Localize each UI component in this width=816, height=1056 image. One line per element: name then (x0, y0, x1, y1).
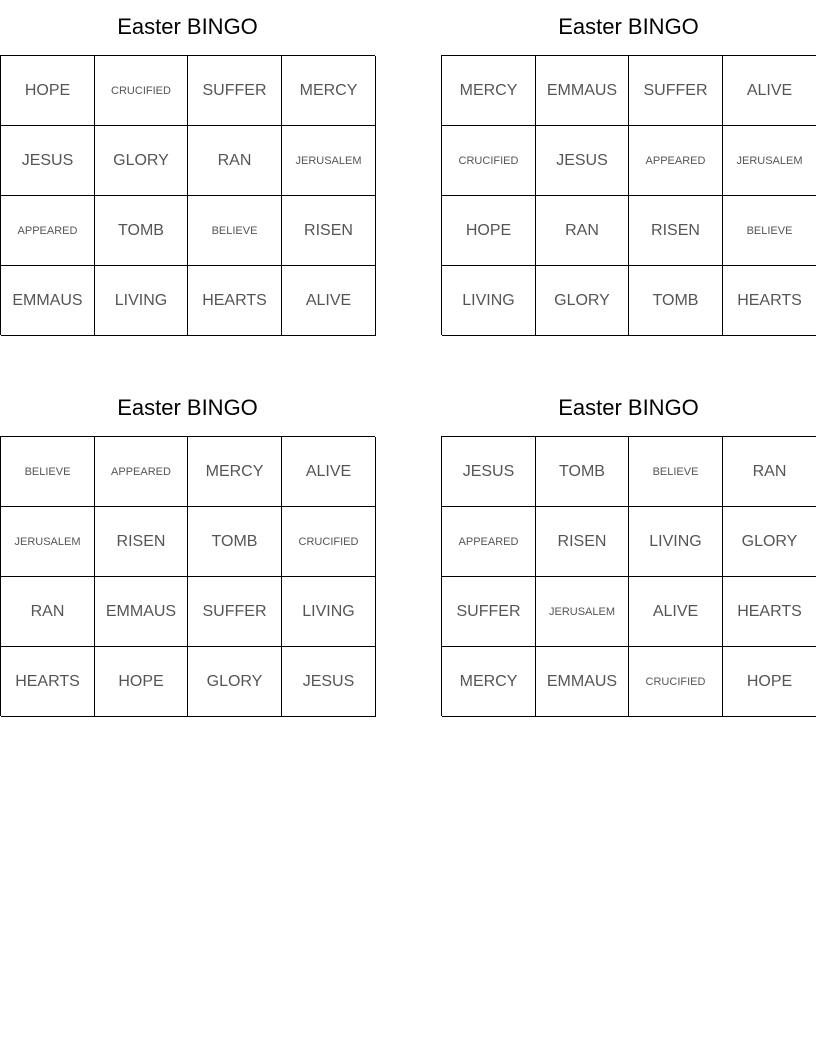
bingo-cell: EMMAUS (1, 266, 95, 336)
bingo-cell: GLORY (723, 507, 816, 577)
card-title: Easter BINGO (558, 395, 699, 420)
bingo-cell: BELIEVE (1, 437, 95, 507)
bingo-cell: MERCY (282, 56, 376, 126)
bingo-cell: TOMB (95, 196, 188, 266)
bingo-card-3 (0, 381, 375, 716)
bingo-cell: BELIEVE (723, 196, 816, 266)
bingo-cell: TOMB (629, 266, 723, 336)
bingo-cell: TOMB (536, 437, 629, 507)
bingo-cell: JESUS (442, 437, 536, 507)
bingo-cell: HEARTS (1, 647, 95, 717)
bingo-cell: JESUS (1, 126, 95, 196)
bingo-card-1 (0, 0, 375, 335)
bingo-cell: SUFFER (442, 577, 536, 647)
bingo-cell: RISEN (95, 507, 188, 577)
bingo-cell: JERUSALEM (536, 577, 629, 647)
bingo-cell: HOPE (723, 647, 816, 717)
bingo-card-2 (441, 0, 816, 335)
bingo-cell: ALIVE (723, 56, 816, 126)
bingo-cell: HEARTS (723, 577, 816, 647)
bingo-cell: CRUCIFIED (629, 647, 723, 717)
bingo-cell: LIVING (629, 507, 723, 577)
bingo-cell: SUFFER (629, 56, 723, 126)
bingo-cell: JESUS (282, 647, 376, 717)
bingo-cell: JESUS (536, 126, 629, 196)
bingo-cell: JERUSALEM (723, 126, 816, 196)
bingo-cell: APPEARED (629, 126, 723, 196)
bingo-cell: MERCY (442, 56, 536, 126)
bingo-cell: GLORY (188, 647, 282, 717)
bingo-cell: HEARTS (188, 266, 282, 336)
bingo-cell: EMMAUS (95, 577, 188, 647)
bingo-cell: LIVING (95, 266, 188, 336)
bingo-cell: RISEN (629, 196, 723, 266)
bingo-cell: CRUCIFIED (442, 126, 536, 196)
bingo-cell: LIVING (282, 577, 376, 647)
bingo-cell: EMMAUS (536, 56, 629, 126)
bingo-cell: RISEN (282, 196, 376, 266)
bingo-cell: RISEN (536, 507, 629, 577)
bingo-cell: APPEARED (442, 507, 536, 577)
bingo-card-4 (441, 381, 816, 716)
bingo-cell: GLORY (95, 126, 188, 196)
bingo-cell: LIVING (442, 266, 536, 336)
bingo-cell: HOPE (95, 647, 188, 717)
bingo-cell: SUFFER (188, 577, 282, 647)
bingo-cell: CRUCIFIED (282, 507, 376, 577)
card-title: Easter BINGO (558, 14, 699, 39)
bingo-cell: APPEARED (95, 437, 188, 507)
bingo-cell: RAN (536, 196, 629, 266)
bingo-grid (0, 436, 375, 716)
card-title: Easter BINGO (117, 395, 258, 420)
bingo-cell: JERUSALEM (282, 126, 376, 196)
bingo-cell: MERCY (442, 647, 536, 717)
bingo-cell: CRUCIFIED (95, 56, 188, 126)
bingo-cell: RAN (188, 126, 282, 196)
bingo-grid (441, 436, 816, 716)
bingo-grid (441, 55, 816, 335)
bingo-cell: RAN (723, 437, 816, 507)
bingo-cell: BELIEVE (629, 437, 723, 507)
bingo-cell: EMMAUS (536, 647, 629, 717)
bingo-cell: GLORY (536, 266, 629, 336)
bingo-cell: BELIEVE (188, 196, 282, 266)
bingo-cell: ALIVE (629, 577, 723, 647)
bingo-grid (0, 55, 375, 335)
bingo-cell: MERCY (188, 437, 282, 507)
bingo-cell: HEARTS (723, 266, 816, 336)
card-title: Easter BINGO (117, 14, 258, 39)
bingo-cell: ALIVE (282, 437, 376, 507)
bingo-cell: ALIVE (282, 266, 376, 336)
bingo-cell: RAN (1, 577, 95, 647)
bingo-cell: HOPE (442, 196, 536, 266)
bingo-cell: HOPE (1, 56, 95, 126)
bingo-cell: APPEARED (1, 196, 95, 266)
bingo-cell: TOMB (188, 507, 282, 577)
bingo-cell: SUFFER (188, 56, 282, 126)
bingo-cell: JERUSALEM (1, 507, 95, 577)
